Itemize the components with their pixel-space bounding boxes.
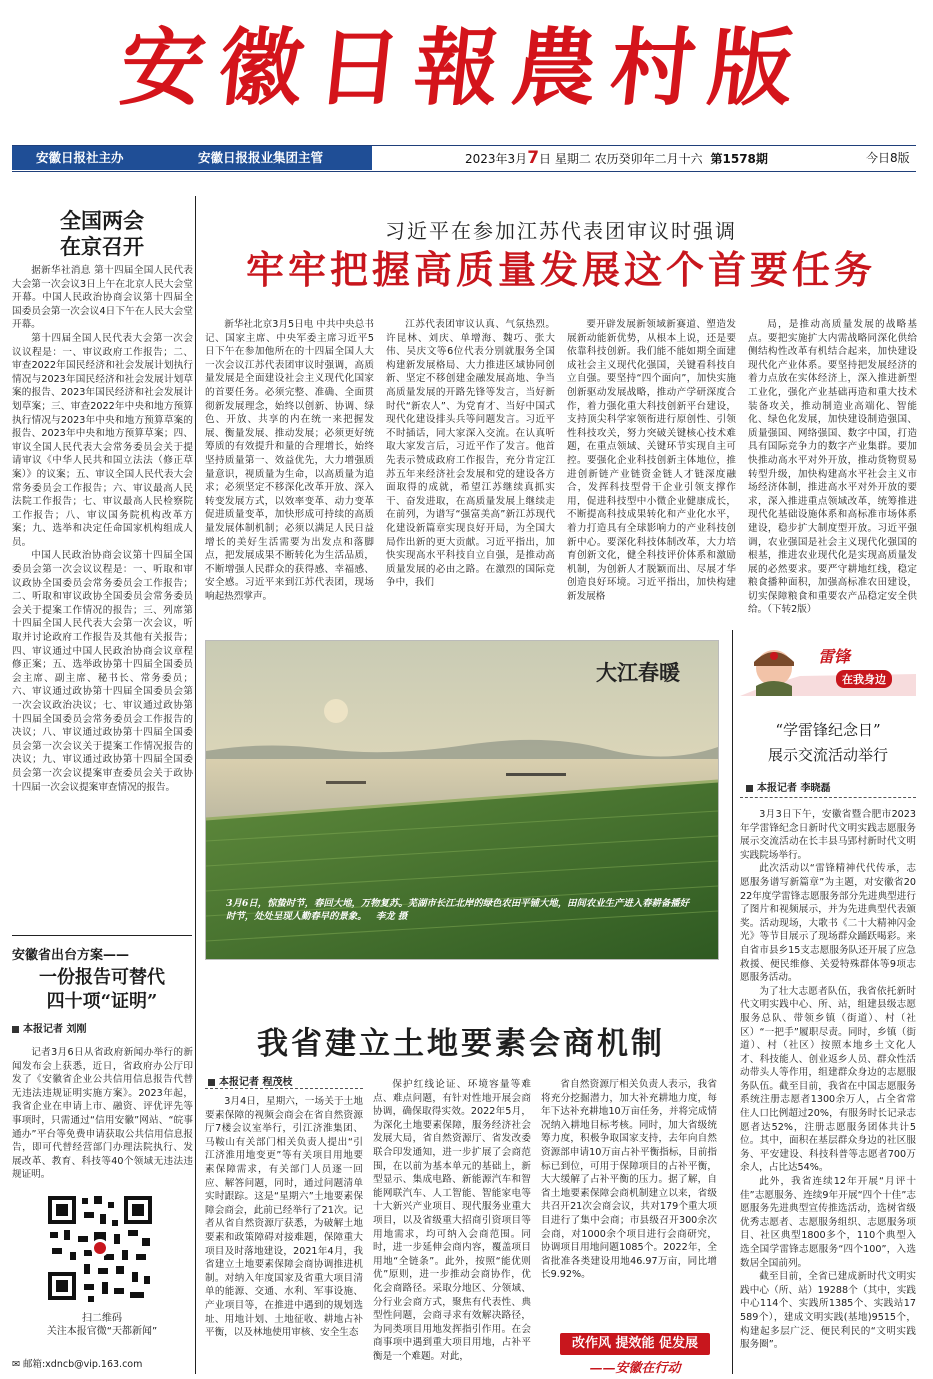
land-col1-text: 3月4日，星期六，一场关于土地要素保障的视频会商会在省自然资源厅7楼会议室举行，引江济淮集团、马鞍山有关部门相关负责人提出“引江济淮用地变更”等有关项目用地要素保障需求，有关部门人员逐一回应、解答问题，同时，通过问题清单实时跟踪。这是“星期六”土地要素保障会商会，此前已经举行了21次。记者从省自然资源厅获悉，为破解土地要素和政策障碍对接难题，保障重大项目及时落地建设，2021年4月，我省建立土地要素保障会商协调推进机制。对纳入年度国家及省重大项目清单的能源、交通、水利、军事设施、产业项目等，在推进中遇到的规划选址、用地计划、土地征收、耕地占补平衡，以及林地使用审核、安全生态 <box>205 1096 363 1339</box>
land-col2-text: 保护红线论证、环境容量等难点、难点问题，有针对性地开展会商协调，确保取得实效。2022年5月，为深化土地要素保障，服务经济社会发展大局，省自然资源厅、省发改委联合印发通知，进一步扩展了会商范围，在以前为基本单元的基础上，新型显示、集成电路、新能源汽车和智能网联汽车、人工智能、智能家电等十大新兴产业项目、现代服务业重大项目，以及省级重大招商引资项目等用地需求，均可纳入会商范围。同时，进一步延伸会商内容，覆盖项目用地“全链条”。此外，按照“能优则优”原则，进一步推动会商协作，优化会商路径。采取分地区、分领域、分行业会商方式，聚焦有代表性、典型性问题，会商寻求有效解决路径，为同类项目用地发挥指引作用。在会商事项中遇到重大项目用地，占补平衡是一个难题。对此， <box>373 1079 531 1362</box>
lead-col2-text: 江苏代表团审议认真、气氛热烈。许昆林、刘庆、单增海、魏巧、张大伟、吴庆文等6位代表分别就服务全国构建新发展格局、大力推进区域协同创新、坚定不移创建金融发展高地、争当高质量发展的开路先锋等发言，当好新时代“新农人”、为党育才、当好中国式现代化建设排头兵等问题发言。习近平不时插话，同大家深入交流。在认真听取大家发言后，习近平作了发言。他首先表示赞成政府工作报告，充分肯定江苏五年来经济社会发展和党的建设各方面取得的成就，希望江苏继续真抓实干、奋发进取，在高质量发展上继续走在前列，为谱写“强富美高”新江苏现代化建设新篇章实现良好开局，为全国大局作出新的更大贡献。习近平指出，加快实现高水平科技自立自强，是推动高质量发展的必由之路。在激烈的国际竞争中，我们 <box>386 319 555 589</box>
publisher-label: 安徽日报报业集团主管 <box>198 150 324 165</box>
lead-kicker: 习近平在参加江苏代表团审议时强调 <box>385 219 737 243</box>
mail-icon: ✉ <box>12 1359 23 1370</box>
qr-label-2: 关注本报官微“天都新闻” <box>46 1326 158 1337</box>
river-spring-photo <box>205 640 719 960</box>
nation-para-3: 中国人民政治协商会议第十四届全国委员会第一次会议议程是：一、听取和审议政协全国委员会常务委员会工作报告；二、听取和审议政协全国委员会常务委员会关于提案工作情况的报告；三、列席第十四届全国人民代表大会第一次会议，听取并讨论政府工作报告及其他有关报告；四、审议通过中国人民政治协商会议章程修正案；五、选举政协第十四届全国委员会主席、副主席、秘书长、常务委员；六、审议通过政协第十四届全国委员会第一次会议政治决议；七、审议通过政协第十四届全国委员会常务委员会工作报告的决议；八、审议通过政协第十四届全国委员会第一次会议关于提案工作情况报告的决议；九、审议通过政协第十四届全国委员会第一次会议提案审查委员会关于政协十四届一次会议提案审查情况的报告。 <box>12 550 193 793</box>
email-text[interactable]: 邮箱:xdncb@vip.163.com <box>22 1359 143 1370</box>
left-headline <box>12 208 192 260</box>
photo-caption-text: 3月6日，惊蛰时节，春回大地，万物复苏。芜湖市长江北岸的绿色农田平铺大地，田间农业生产进入春耕备播好时节，处处呈现人勤春早的景象。 <box>226 898 690 922</box>
article2-byline-text: 本报记者 刘刚 <box>23 1024 87 1035</box>
photo-credit: 李龙 摄 <box>375 911 408 922</box>
lead-col1-text: 新华社北京3月5日电 中共中央总书记、国家主席、中央军委主席习近平5日下午在参加他所在的十四届全国人大一次会议江苏代表团审议时强调，高质量发展是全面建设社会主义现代化国家的首要任务。必须完整、准确、全面贯彻新发展理念，始终以创新、协调、绿色、开放、共享的内在统一来把握发展、衡量发展、推动发展；必须更好统筹质的有效提升和量的合理增长，始终坚持质量第一、效益优先，大力增强质量意识，视质量为生命，以高质量为追求；必须坚定不移深化改革开放、深入转变发展方式，以效率变革、动力变革促进质量变革，加快形成可持续的高质量发展体制机制；必须以满足人民日益增长的美好生活需要为出发点和落脚点，把发展成果不断转化为生活品质，不断增强人民群众的获得感、幸福感、安全感。习近平来到江苏代表团，现场响起热烈掌声。 <box>205 319 374 602</box>
photo-title: 大江春暖 <box>596 660 680 685</box>
leifeng-para-1: 3月3日下午，安徽省暨合肥市2023年学雷锋纪念日新时代文明实践志愿服务展示交流活动在长丰县马郢村新时代文明实践院场举行。 <box>740 809 916 861</box>
lead-article-body <box>205 318 917 618</box>
column-divider-left <box>195 196 196 1374</box>
land-column-3 <box>541 1078 717 1323</box>
lead-column-3 <box>567 318 736 618</box>
leifeng-para-5: 截至目前，全省已建成新时代文明实践中心（所、站）19288个（其中，实践中心114个、实践所1385个、实践站17589个），建成文明实践(基地)9515个，构建起多层广泛、便民利民的“文明实践服务圈”。 <box>740 1271 916 1351</box>
issue-date <box>465 146 768 171</box>
leifeng-para-4: 此外，我省连续12年开展“月评十佳”志愿服务、连续9年开展“四个十佳”志愿服务先进典型宣传推选活动，选树省级优秀志愿者、志愿服务组织、志愿服务项目、社区典型1800多个，110个典型入选全国学雷锋志愿服务“四个100”，入选数居全国前列。 <box>740 1176 916 1269</box>
left-article-rule <box>12 935 192 936</box>
badge-main: 雷锋 <box>818 647 851 666</box>
byline-square-icon <box>12 1026 19 1033</box>
info-bar-blue <box>12 146 372 170</box>
leifeng-headline-line1: “学雷锋纪念日” <box>775 721 881 739</box>
email-line <box>12 1356 192 1370</box>
byline-square-icon <box>746 785 753 792</box>
leifeng-para-2: 此次活动以“雷锋精神代代传承，志愿服务谱写新篇章”为主题，对安徽省2022年度学雷锋志愿服务部分先进典型进行了图片和视频展示，并为先进典型代表颁奖。活动现场，大歌书《二十大精神闪金光》等节目展示了现场群众踊跃喝彩。来自省市县乡15支志愿服务队还开展了应急救援、便民维修、关爱特殊群体等9项志愿服务活动。 <box>740 863 916 984</box>
leifeng-headline <box>740 718 916 768</box>
nation-para-1: 据新华社消息 第十四届全国人民代表大会第一次会议3日上午在北京人民大会堂开幕。中国人民政治协商会议第十四届全国委员会第一次会议4日下午在人民大会堂开幕。 <box>12 265 193 331</box>
date-day: 7 <box>527 148 540 168</box>
article2-title-line1: 一份报告可替代 <box>39 967 165 988</box>
badge-sub: 在我身边 <box>836 670 892 688</box>
leifeng-byline-text: 本报记者 李晓磊 <box>757 783 831 794</box>
campaign-slogan: ——安徽在行动 <box>589 1361 681 1376</box>
lead-col4-text: 局，是推动高质量发展的战略基点。要把实施扩大内需战略同深化供给侧结构性改革有机结合起来，加快建设现代化产业体系。要坚持把发展经济的着力点放在实体经济上，深入推进新型工业化，强化产业基础再造和重大技术装备攻关，推动制造业高端化、智能化、绿色化发展，加快建设制造强国、质量强国、网络强国、数字中国，打造具有国际竞争力的数字产业集群。要加快推动高水平对外开放，推动货物贸易转型升级，加快构建高水平社会主义市场经济体制，推进高水平对外开放的要求，深入推进重点领域改革，统筹推进现代化基础设施体系和高标准市场体系建设，稳步扩大制度型开放。习近平强调，农业强国是社会主义现代化强国的根基，推进农业现代化是实现高质量发展的必然要求。要严守耕地红线，稳定粮食播种面积，加强高标准农田建设，切实保障粮食和重要农产品稳定安全供给。（下转2版） <box>748 319 917 616</box>
article2-byline <box>12 1023 86 1037</box>
land-byline-text: 本报记者 程茂枝 <box>219 1077 293 1088</box>
sponsor-label: 安徽日报社主办 <box>36 150 124 165</box>
report-para-1: 记者3月6日从省政府新闻办举行的新闻发布会上获悉，近日，省政府办公厅印发了《安徽省企业公共信用信息报告代替无违法违规证明实施方案》。2023年起，我省企业在申请上市、融资、评优评先等事项时，只需通过“信用安徽”网站、“皖事通办”平台等免费申请获取公共信用信息报告，即可代替经营部门办理法院执行、发展改革、教育、科技等40个领域无违法违规证明。 <box>12 1047 193 1181</box>
lead-headline: 牢牢把握高质量发展这个首要任务 <box>245 248 876 292</box>
land-column-1 <box>205 1095 363 1375</box>
land-byline-rule <box>205 1088 363 1089</box>
leifeng-article <box>740 808 916 1374</box>
lead-col3-text: 要开辟发展新领域新赛道、塑造发展新动能新优势，从根本上说，还是要依靠科技创新。我们能不能如期全面建成社会主义现代化强国，关键看科技自立自强。要坚持“四个面向”，加快实施创新驱动发展战略，推动产学研深度合作，着力强化重大科技创新平台建设，支持顶尖科学家领衔进行原创性、引领性科技攻关，努力突破关键核心技术难题，在重点领域、关键环节实现自主可控。要强化企业科技创新主体地位，推进创新链产业链资金链人才链深度融合，发挥科技型骨干企业引领支撑作用，促进科技型中小微企业健康成长，不断提高科技成果转化和产业化水平，着力打造具有全球影响力的产业科技创新中心。要深化科技体制改革，大力培育创新文化，健全科技评价体系和激励机制，为创新人才脱颖而出、尽展才华创造良好环境。习近平指出，加快构建新发展格 <box>567 319 736 602</box>
leifeng-byline-rule <box>740 797 916 798</box>
land-col3-text: 省自然资源厅相关负责人表示，我省将充分挖掘潜力，加大补充耕地力度，每年下达补充耕地10万亩任务，并将完成情况纳入耕地目标考核。同时，加大省级统筹力度，积极争取国家支持，去年向自然资源部申请10万亩占补平衡指标，目前指标已到位，可用于保障项目的占补平衡，大大缓解了占补平衡的压力。据了解，自省土地要素保障会商机制建立以来，省级共召开21次会商会议，共对179个重大项目进行了集中会商；市县级召开300余次会商，对1000余个项目进行会商研究，协调项目用地问题1085个。2022年，全省批准各类建设用地46.97万亩，同比增长9.92%。 <box>541 1079 717 1281</box>
issue-number: 第1578期 <box>710 152 768 166</box>
photo-caption <box>226 897 696 923</box>
date-prefix: 2023年3月 <box>465 152 528 166</box>
masthead <box>0 0 928 142</box>
date-suffix: 日 星期二 农历癸卯年二月十六 <box>539 152 703 166</box>
newspaper-title: 安徽日報農村版 <box>115 18 813 117</box>
report-article <box>12 1046 193 1181</box>
article2-kicker: 安徽省出台方案—— <box>12 948 130 963</box>
lead-column-1 <box>205 318 374 618</box>
campaign-banner: 改作风 提效能 促发展 <box>560 1333 710 1355</box>
qr-label-1: 扫二维码 <box>82 1313 122 1324</box>
nation-para-2: 第十四届全国人民代表大会第一次会议议程是：一、审议政府工作报告；二、审查2022年国民经济和社会发展计划执行情况与2023年国民经济和社会发展计划草案的报告、2023年国民经济和社会发展计划草案；三、审查2022年中央和地方预算执行情况与2023年中央和地方预算草案的报告、2023年中央和地方预算草案；四、审议全国人民代表大会常务委员会关于提请审议《中华人民共和国立法法（修正草案）》的议案；五、审议全国人民代表大会常务委员会工作报告；六、审议最高人民法院工作报告；七、审议最高人民检察院工作报告；八、审议国务院机构改革方案；九、选举和决定任命国家机构组成人员。 <box>12 332 193 548</box>
leifeng-para-3: 为了壮大志愿者队伍，我省依托新时代文明实践中心、所、站，组建县级志愿服务总队、带领乡镇（街道）、村（社区）“一把手”履职尽责。同时，乡镇（街道）、村（社区）按照本地乡土文化人才、科技能人、创业返乡人员、群众性活动带头人等作用，组建群众身边的志愿服务队伍。截至目前，我省在中国志愿服务系统注册志愿者1300余万人，占全省常住人口比例超过20%，有服务时长记录志愿者达52%，注册志愿服务团体共计5位。其中，面积在基层群众身边的社区服务、平安建设、科技科普等志愿者700万余人，占比达54%。 <box>740 985 916 1174</box>
leifeng-byline <box>746 782 830 796</box>
column-divider-right <box>732 630 733 1374</box>
left-headline-line1: 全国两会 <box>60 208 144 233</box>
land-headline: 我省建立土地要素会商机制 <box>257 1026 665 1062</box>
qr-caption <box>12 1312 192 1338</box>
land-column-2 <box>373 1078 531 1374</box>
left-headline-line2: 在京召开 <box>60 234 144 259</box>
leifeng-badge <box>740 640 916 696</box>
lead-column-4 <box>748 318 917 618</box>
qr-code-icon[interactable] <box>44 1192 156 1304</box>
lead-column-2 <box>386 318 555 618</box>
nation-sessions-article <box>12 264 193 928</box>
page-count: 今日8版 <box>866 151 910 165</box>
leifeng-headline-line2: 展示交流活动举行 <box>767 746 888 764</box>
article2-title-line2: 四十项“证明” <box>46 991 158 1012</box>
byline-square-icon <box>208 1079 215 1086</box>
article2-title <box>12 966 192 1014</box>
